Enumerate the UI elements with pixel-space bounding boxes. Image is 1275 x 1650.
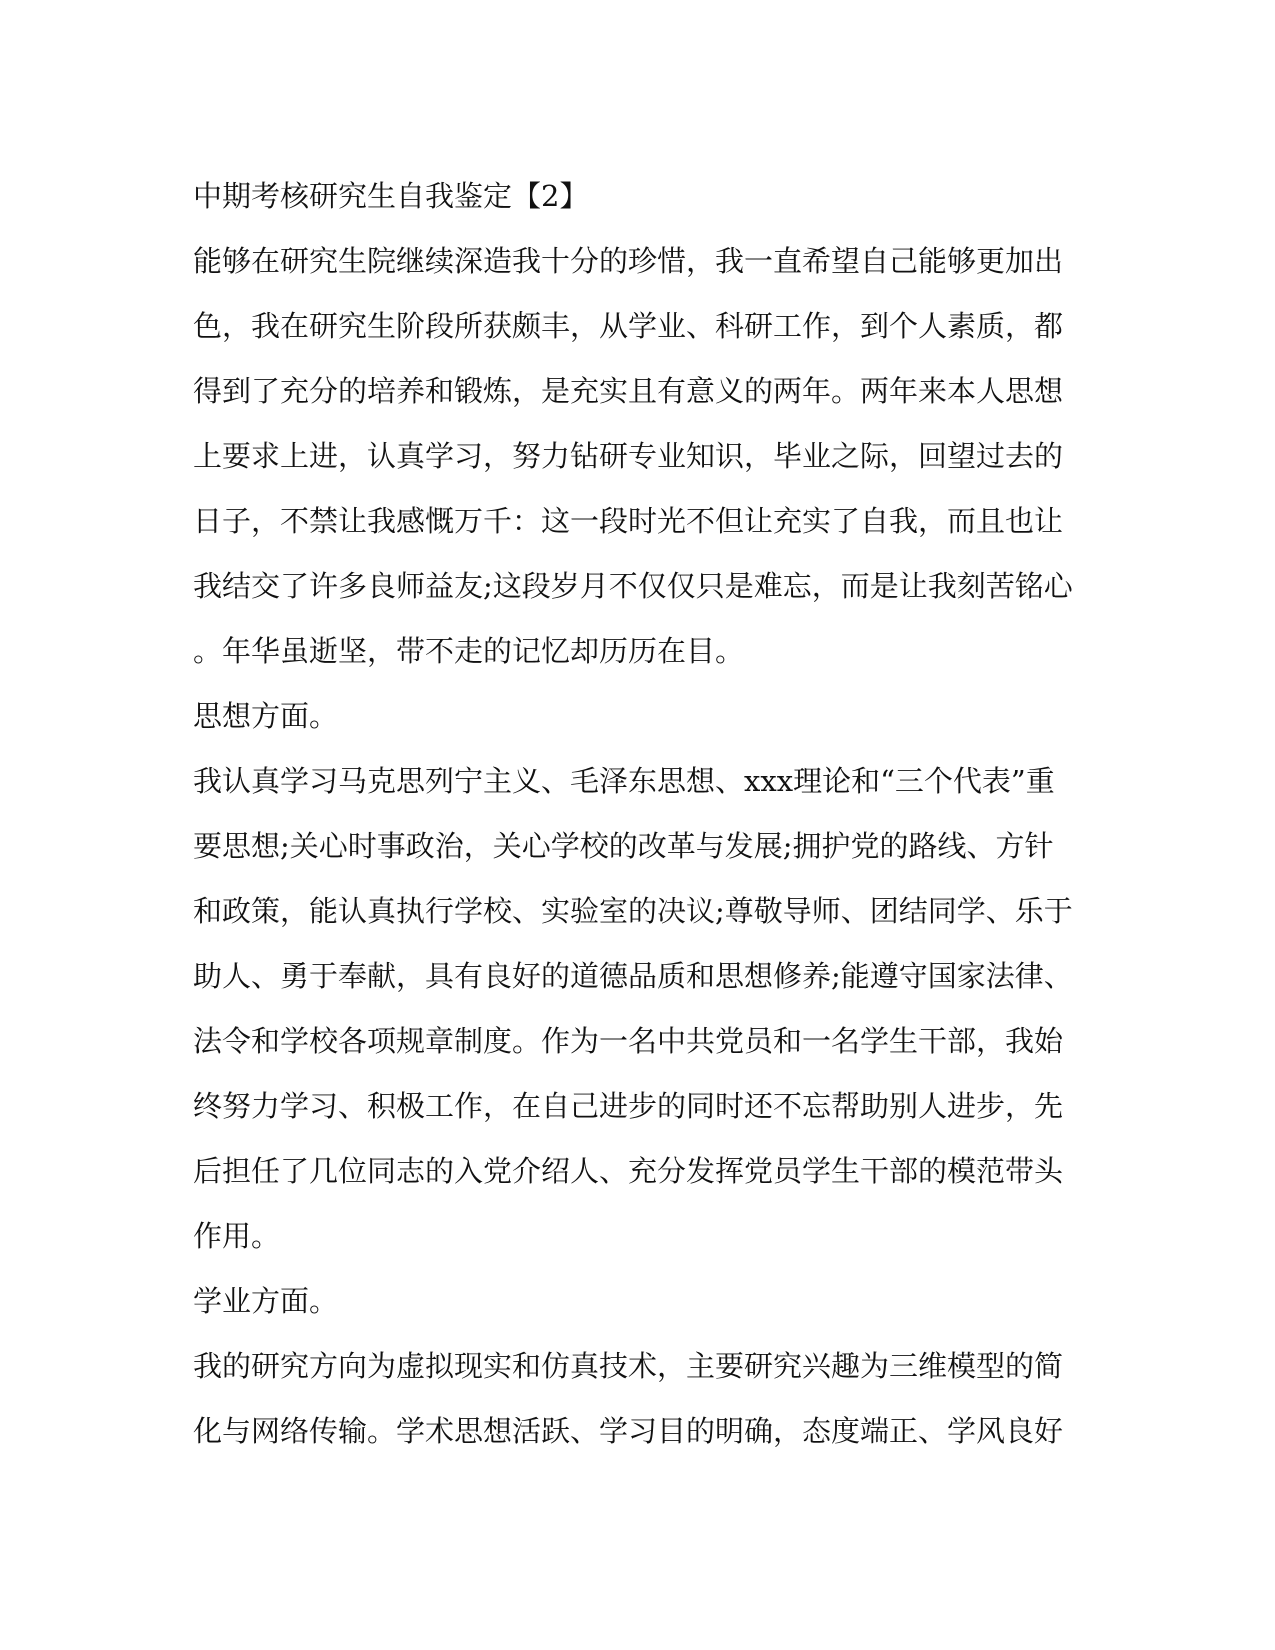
- text-line: 色，我在研究生阶段所获颇丰，从学业、科研工作，到个人素质，都: [193, 309, 1064, 343]
- text-line: 我的研究方向为虚拟现实和仿真技术，主要研究兴趣为三维模型的简: [193, 1349, 1064, 1383]
- section-heading-thought: 思想方面。: [193, 699, 339, 733]
- text-line: 我结交了许多良师益友;这段岁月不仅仅只是难忘，而是让我刻苦铭心: [193, 569, 1073, 603]
- text-line: 助人、勇于奉献，具有良好的道德品质和思想修养;能遵守国家法律、: [193, 959, 1073, 993]
- text-line: 上要求上进，认真学习，努力钻研专业知识，毕业之际，回望过去的: [193, 439, 1064, 473]
- text-line: 日子，不禁让我感慨万千：这一段时光不但让充实了自我，而且也让: [193, 504, 1064, 538]
- document-title: 中期考核研究生自我鉴定【2】: [193, 179, 589, 213]
- text-line: 得到了充分的培养和锻炼，是充实且有意义的两年。两年来本人思想: [193, 374, 1064, 408]
- text-line: 作用。: [193, 1219, 281, 1253]
- text-line: 。年华虽逝坚，带不走的记忆却历历在目。: [193, 634, 745, 668]
- text-line: 终努力学习、积极工作，在自己进步的同时还不忘帮助别人进步，先: [193, 1089, 1064, 1123]
- section-heading-study: 学业方面。: [193, 1284, 339, 1318]
- intro-paragraph: [193, 229, 1093, 684]
- text-line: 要思想;关心时事政治，关心学校的改革与发展;拥护党的路线、方针: [193, 829, 1054, 863]
- text-line: 后担任了几位同志的入党介绍人、充分发挥党员学生干部的模范带头: [193, 1154, 1064, 1188]
- text-line: 和政策，能认真执行学校、实验室的决议;尊敬导师、团结同学、乐于: [193, 894, 1073, 928]
- text-line: 能够在研究生院继续深造我十分的珍惜，我一直希望自己能够更加出: [193, 244, 1064, 278]
- document-body: [193, 164, 1093, 1464]
- text-line: 化与网络传输。学术思想活跃、学习目的明确，态度端正、学风良好: [193, 1414, 1064, 1448]
- text-line: 法令和学校各项规章制度。作为一名中共党员和一名学生干部，我始: [193, 1024, 1064, 1058]
- text-line: 我认真学习马克思列宁主义、毛泽东思想、xxx理论和“三个代表”重: [193, 764, 1055, 798]
- thought-paragraph: [193, 749, 1093, 1269]
- study-paragraph: [193, 1334, 1093, 1464]
